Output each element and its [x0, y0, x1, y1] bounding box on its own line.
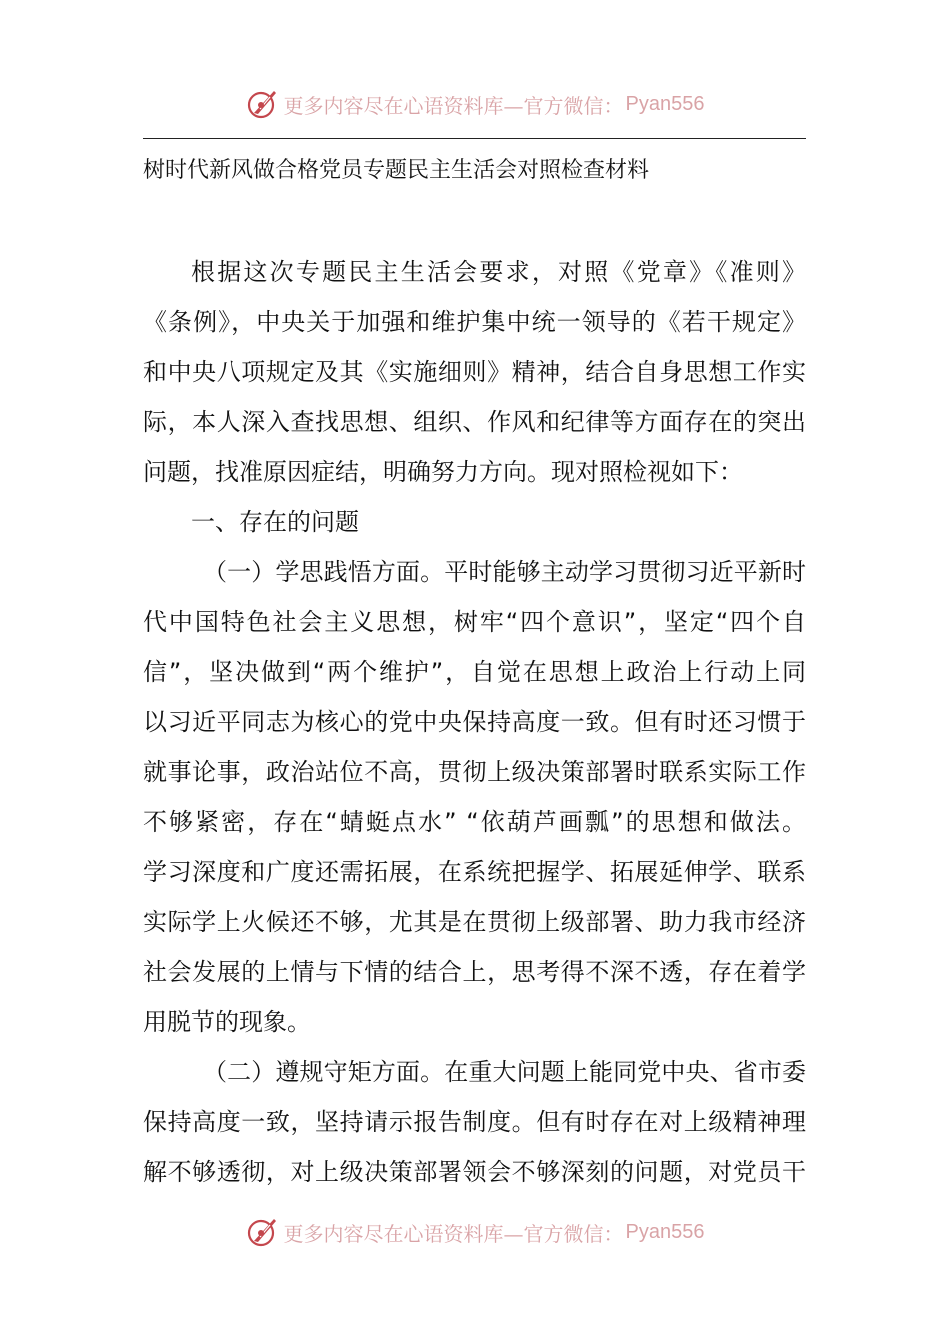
paragraph-line: 代中国特色社会主义思想，树牢“四个意识”，坚定“四个自 [143, 608, 806, 636]
wechat-id: Pyan556 [625, 92, 705, 115]
paragraph-line: 用脱节的现象。 [143, 1008, 311, 1036]
paragraph-line: 信”，坚决做到“两个维护”，自觉在思想上政治上行动上同 [143, 658, 806, 686]
paragraph-line: 就事论事，政治站位不高，贯彻上级决策部署时联系实际工作 [143, 758, 806, 786]
paragraph-line: 解不够透彻，对上级决策部署领会不够深刻的问题，对党员干 [143, 1158, 806, 1186]
watermark-text: 更多内容尽在心语资料库—官方微信： [283, 1221, 624, 1246]
paragraph-line: 不够紧密，存在“蜻蜓点水” “依葫芦画瓢”的思想和做法。 [143, 808, 806, 836]
subsection-line: （一）学思践悟方面。平时能够主动学习贯彻习近平新时 [203, 558, 806, 586]
header-watermark [0, 84, 950, 124]
paragraph-line: 社会发展的上情与下情的结合上，思考得不深不透，存在着学 [143, 958, 806, 986]
paragraph-line: 和中央八项规定及其《实施细则》精神，结合自身思想工作实 [143, 358, 806, 386]
paragraph-line: 际，本人深入查找思想、组织、作风和纪律等方面存在的突出 [143, 408, 806, 436]
footer-watermark [0, 1212, 950, 1252]
quill-pen-logo-icon [246, 87, 280, 121]
document-body [143, 247, 806, 1197]
paragraph-line: 《条例》，中央关于加强和维护集中统一领导的《若干规定》 [143, 308, 806, 336]
subsection-line: （二）遵规守矩方面。在重大问题上能同党中央、省市委 [203, 1058, 806, 1086]
paragraph-line: 学习深度和广度还需拓展，在系统把握学、拓展延伸学、联系 [143, 858, 806, 886]
paragraph-line: 问题，找准原因症结，明确努力方向。现对照检视如下： [143, 458, 743, 486]
paragraph-line: 根据这次专题民主生活会要求，对照《党章》《准则》 [191, 258, 806, 286]
header-divider [143, 138, 806, 139]
wechat-id: Pyan556 [625, 1220, 705, 1243]
watermark-text: 更多内容尽在心语资料库—官方微信： [283, 93, 624, 118]
document-title: 树时代新风做合格党员专题民主生活会对照检查材料 [143, 158, 650, 183]
quill-pen-logo-icon [246, 1215, 280, 1249]
paragraph-line: 实际学上火候还不够，尤其是在贯彻上级部署、助力我市经济 [143, 908, 806, 936]
paragraph-line: 保持高度一致，坚持请示报告制度。但有时存在对上级精神理 [143, 1108, 806, 1136]
section-heading: 一、存在的问题 [191, 508, 359, 536]
paragraph-line: 以习近平同志为核心的党中央保持高度一致。但有时还习惯于 [143, 708, 806, 736]
